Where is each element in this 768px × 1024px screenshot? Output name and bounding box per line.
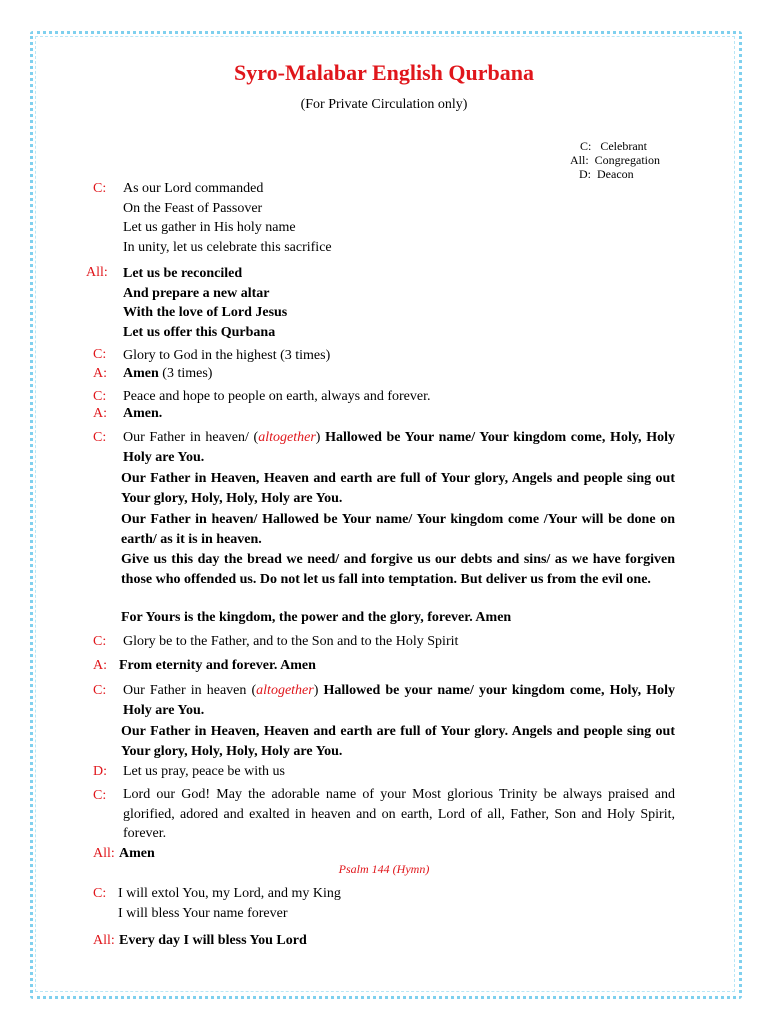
speaker-label: C:	[93, 389, 107, 404]
page-subtitle: (For Private Circulation only)	[300, 97, 468, 112]
prayer-lines	[123, 179, 332, 257]
prayer-line: On the Feast of Passover	[123, 200, 263, 216]
rubric-text: altogether	[256, 683, 314, 698]
speaker-label: C:	[93, 430, 107, 445]
prayer-bold-text: Hallowed be Your name/ Your kingdom come, Holy, Holy Holy are You.	[123, 430, 675, 465]
prayer-paragraph: Lord our God! May the adorable name of your Most glorious Trinity be always praised and glorified, adored and exalted in heaven and on earth, Lord of all, Father, Son and Holy Spirit, forever.	[123, 787, 675, 841]
response-line: With the love of Lord Jesus	[123, 305, 288, 320]
speaker-label: A:	[93, 658, 107, 673]
speaker-label: C:	[93, 886, 107, 901]
page-title: Syro-Malabar English Qurbana	[234, 60, 534, 85]
response-note: (3 times)	[158, 366, 213, 381]
response-line: Let us offer this Qurbana	[123, 324, 276, 340]
speaker-label: All:	[86, 265, 108, 280]
prayer-line: Glory be to the Father, and to the Son and to the Holy Spirit	[123, 634, 459, 649]
prayer-text: Our Father in heaven/ (	[123, 430, 259, 445]
prayer-paragraph: Our Father in Heaven, Heaven and earth are full of Your glory, Angels and people sing out Your glory, Holy, Holy, Holy are You.	[121, 471, 675, 506]
speaker-label: A:	[93, 366, 107, 381]
legend-celebrant: C: Celebrant	[580, 139, 647, 153]
prayer-paragraph: For Yours is the kingdom, the power and the glory, forever. Amen	[121, 610, 512, 625]
legend-deacon: D: Deacon	[579, 167, 634, 181]
prayer-line: As our Lord commanded	[123, 181, 264, 196]
speaker-label: C:	[93, 788, 107, 803]
legend-congregation: All: Congregation	[570, 153, 660, 167]
response-line: From eternity and forever. Amen	[119, 658, 316, 673]
response-line: Amen.	[123, 406, 163, 421]
prayer-paragraph: Our Father in Heaven, Heaven and earth are full of Your glory. Angels and people sing out Your glory, Holy, Holy, Holy are You.	[121, 724, 675, 759]
prayer-line: Let us pray, peace be with us	[123, 764, 285, 779]
prayer-text: Our Father in heaven (	[123, 683, 257, 698]
prayer-line: In unity, let us celebrate this sacrifice	[123, 239, 332, 255]
prayer-lines	[118, 884, 341, 923]
speaker-label: D:	[93, 764, 107, 779]
prayer-paragraph	[123, 428, 675, 467]
speaker-label: All:	[93, 933, 115, 948]
speaker-label: C:	[93, 181, 107, 196]
response-line: Let us be reconciled	[123, 266, 243, 281]
response-line: Amen	[119, 846, 155, 861]
response-line	[123, 364, 212, 384]
prayer-bold-text: Hallowed be your name/ your kingdom come, Holy, Holy Holy are You.	[123, 683, 675, 718]
speaker-legend	[560, 139, 660, 181]
response-line: And prepare a new altar	[123, 285, 270, 301]
psalm-heading: Psalm 144 (Hymn)	[338, 862, 430, 876]
prayer-line: Peace and hope to people on earth, always and forever.	[123, 389, 431, 404]
response-lines	[123, 264, 287, 342]
prayer-line: I will extol You, my Lord, and my King	[118, 886, 341, 901]
speaker-label: C:	[93, 634, 107, 649]
prayer-line: Glory to God in the highest (3 times)	[123, 348, 331, 363]
speaker-label: A:	[93, 406, 107, 421]
response-bold: Amen	[123, 366, 159, 381]
prayer-line: I will bless Your name forever	[118, 905, 288, 921]
prayer-paragraph	[123, 681, 675, 720]
prayer-paragraph: Give us this day the bread we need/ and forgive us our debts and sins/ as we have forgiven those who offended us. Do not let us fall into temptation. But deliver us from the evil one.	[121, 552, 675, 587]
prayer-line: Let us gather in His holy name	[123, 220, 296, 235]
prayer-paragraph: Our Father in heaven/ Hallowed be Your name/ Your kingdom come /Your will be done on earth/ as it is in heaven.	[121, 512, 675, 547]
response-line: Every day I will bless You Lord	[119, 933, 307, 948]
rubric-text: altogether	[258, 430, 316, 445]
speaker-label: All:	[93, 846, 115, 861]
prayer-text: )	[315, 430, 326, 445]
prayer-text: )	[313, 683, 324, 698]
speaker-label: C:	[93, 683, 107, 698]
speaker-label: C:	[93, 347, 107, 362]
